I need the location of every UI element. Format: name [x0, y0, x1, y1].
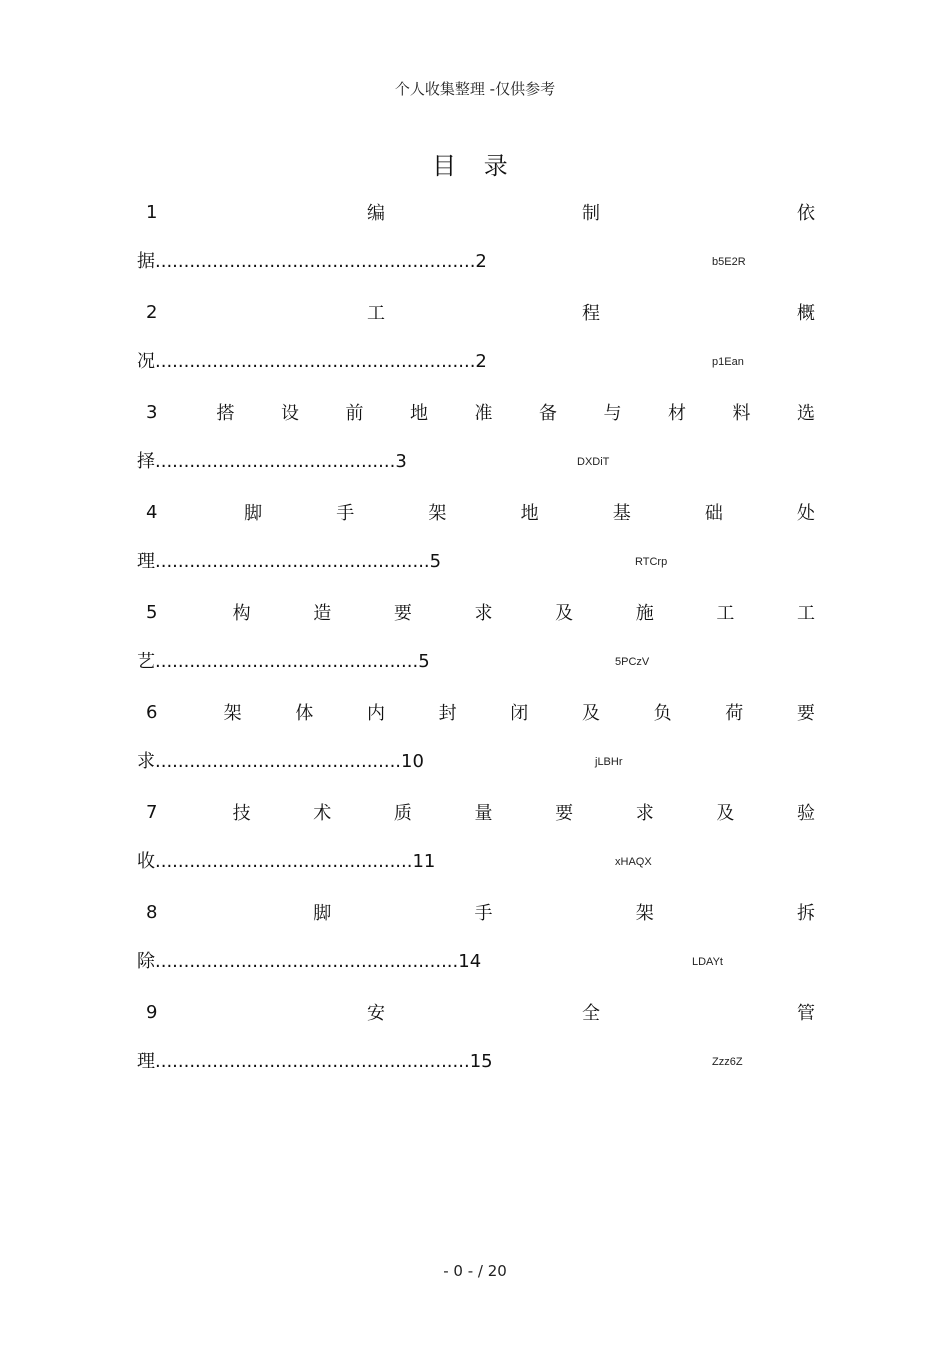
toc-entry-heading — [137, 497, 815, 527]
toc-entry-char: 闭 — [510, 703, 529, 724]
toc-entry-char: 要 — [393, 603, 412, 624]
toc-entry-line[interactable] — [137, 947, 777, 977]
toc-entry-char: 技 — [232, 803, 251, 824]
toc-entry-char: 质 — [393, 803, 412, 824]
toc-entry-char: 与 — [603, 403, 622, 424]
toc-entry-char: 工 — [797, 603, 815, 624]
toc-page-number: 5 — [429, 551, 442, 572]
toc-entry-heading — [137, 397, 815, 427]
toc-page-number: 14 — [458, 951, 482, 972]
toc-entry-char: 材 — [668, 403, 686, 424]
toc-entry-char: 前 — [345, 403, 364, 424]
toc-entry-code: b5E2R — [712, 256, 746, 268]
toc-entry-code: LDAYt — [692, 956, 723, 968]
toc-entry-char: 安 — [367, 1003, 385, 1024]
toc-entry-code: RTCrp — [635, 556, 668, 568]
toc-entry-char: 处 — [796, 503, 815, 524]
toc-entry-heading — [137, 697, 815, 727]
toc-entry-line[interactable] — [137, 1047, 777, 1077]
toc-entry-char: 程 — [582, 303, 600, 324]
toc-entry-number: 9 — [146, 1001, 158, 1023]
toc-entry-char: 及 — [581, 703, 600, 724]
toc-entry-line[interactable] — [137, 247, 777, 277]
toc-entry-line[interactable] — [137, 547, 777, 577]
toc-entry-char: 内 — [366, 703, 385, 724]
toc-entry-char: 量 — [474, 803, 493, 824]
toc-entry-char: 依 — [797, 203, 815, 224]
toc-entry-char: 备 — [539, 403, 557, 424]
toc-page-number: 11 — [412, 851, 436, 872]
toc-page-number: 10 — [401, 751, 424, 772]
toc-page-number: 2 — [475, 351, 487, 372]
toc-entry-char: 制 — [582, 203, 600, 224]
toc-entry-char: 脚 — [244, 503, 263, 524]
toc-entry-char: 架 — [635, 903, 654, 924]
toc-entry-heading — [137, 797, 815, 827]
toc-entry-char: 架 — [223, 703, 242, 724]
toc-title: 目 录 — [432, 152, 518, 180]
toc-leader-dots: ............................................. — [155, 851, 413, 872]
toc-entry-char: 工 — [367, 303, 385, 324]
toc-entry-char: 选 — [797, 403, 815, 424]
toc-entry-char: 验 — [797, 803, 815, 824]
toc-entry-char: 封 — [438, 703, 457, 724]
toc-entry-number: 6 — [146, 701, 158, 723]
toc-entry-char: 要 — [555, 803, 574, 824]
toc-entry-code: p1Ean — [712, 356, 744, 368]
toc-entry-char: 及 — [716, 803, 735, 824]
toc-entry-heading — [137, 897, 815, 927]
toc-page-number: 15 — [469, 1051, 493, 1072]
toc-entry-last-char: 理 — [137, 1051, 155, 1072]
toc-entry-number: 1 — [146, 201, 158, 223]
toc-entry-last-char: 据 — [137, 251, 155, 272]
toc-entry-last-char: 收 — [137, 851, 155, 872]
toc-entry-char: 求 — [474, 603, 493, 624]
toc-entry-char: 地 — [520, 503, 539, 524]
toc-entry-number: 5 — [146, 601, 158, 623]
toc-entry-char: 料 — [732, 403, 751, 424]
toc-entry-last-char: 除 — [137, 951, 155, 972]
page-number: - 0 - / 20 — [443, 1262, 507, 1280]
toc-entry-char: 要 — [796, 703, 815, 724]
toc-entry-heading — [137, 597, 815, 627]
toc-entry-number: 7 — [146, 801, 158, 823]
toc-leader-dots: ..................................................... — [155, 951, 459, 972]
toc-entry-char: 地 — [410, 403, 428, 424]
toc-leader-dots: ........................................... — [155, 751, 402, 772]
toc-leader-dots: .............................................. — [155, 651, 419, 672]
toc-entry-last-char: 理 — [137, 551, 155, 572]
toc-entry-char: 构 — [232, 603, 251, 624]
toc-entry-char: 全 — [582, 1003, 600, 1024]
toc-entry-char: 手 — [474, 903, 493, 924]
toc-entry-char: 管 — [797, 1003, 815, 1024]
toc-entry-code: xHAQX — [615, 856, 652, 868]
toc-entry-char: 负 — [653, 703, 672, 724]
toc-entry-char: 概 — [797, 303, 815, 324]
toc-entry-char: 及 — [555, 603, 574, 624]
toc-entry-char: 工 — [716, 603, 735, 624]
page-header: 个人收集整理 -仅供参考 — [394, 80, 556, 98]
toc-page-number: 5 — [418, 651, 430, 672]
toc-entry-heading — [137, 197, 815, 227]
toc-entry-code: jLBHr — [595, 756, 623, 768]
toc-leader-dots: ....................................................... — [155, 1051, 470, 1072]
toc-entry-char: 础 — [704, 503, 723, 524]
toc-entry-char: 搭 — [216, 403, 235, 424]
toc-leader-dots: ........................................................ — [155, 251, 476, 272]
toc-leader-dots: ........................................................ — [155, 351, 476, 372]
toc-entry-code: 5PCzV — [615, 656, 650, 668]
toc-entry-heading — [137, 297, 815, 327]
toc-entry-char: 准 — [474, 403, 493, 424]
toc-leader-dots: ................................................ — [155, 551, 430, 572]
toc-entry-number: 4 — [146, 501, 158, 523]
toc-entry-number: 3 — [146, 401, 158, 423]
toc-entry-char: 求 — [635, 803, 654, 824]
toc-entry-heading — [137, 997, 815, 1027]
toc-entry-line[interactable] — [137, 847, 777, 877]
toc-entry-char: 手 — [336, 503, 355, 524]
toc-entry-line[interactable] — [137, 347, 777, 377]
toc-entry-char: 脚 — [313, 903, 332, 924]
toc-entry-char: 体 — [295, 703, 314, 724]
toc-entry-line[interactable] — [137, 647, 777, 677]
toc-entry-char: 编 — [367, 203, 385, 224]
toc-entry-char: 术 — [313, 803, 332, 824]
toc-entry-number: 8 — [146, 901, 158, 923]
toc-entry-char: 设 — [281, 403, 299, 424]
toc-entry-char: 施 — [635, 603, 654, 624]
toc-entry-last-char: 求 — [137, 751, 155, 772]
toc-entry-char: 造 — [313, 603, 332, 624]
toc-page-number: 2 — [475, 251, 487, 272]
toc-entry-char: 荷 — [725, 703, 744, 724]
toc-entry-char: 架 — [428, 503, 447, 524]
toc-entry-number: 2 — [146, 301, 158, 323]
toc-entry-char: 基 — [612, 503, 631, 524]
toc-entry-line[interactable] — [137, 747, 777, 777]
toc-entry-code: Zzz6Z — [712, 1056, 743, 1068]
toc-entry-last-char: 艺 — [137, 651, 155, 672]
toc-entry-last-char: 况 — [137, 351, 155, 372]
toc-leader-dots: .......................................... — [155, 451, 396, 472]
toc-entry-code: DXDiT — [577, 456, 610, 468]
toc-entry-char: 拆 — [797, 903, 815, 924]
toc-page-number: 3 — [395, 451, 407, 472]
toc-entry-line[interactable] — [137, 447, 777, 477]
toc-entry-last-char: 择 — [137, 451, 155, 472]
